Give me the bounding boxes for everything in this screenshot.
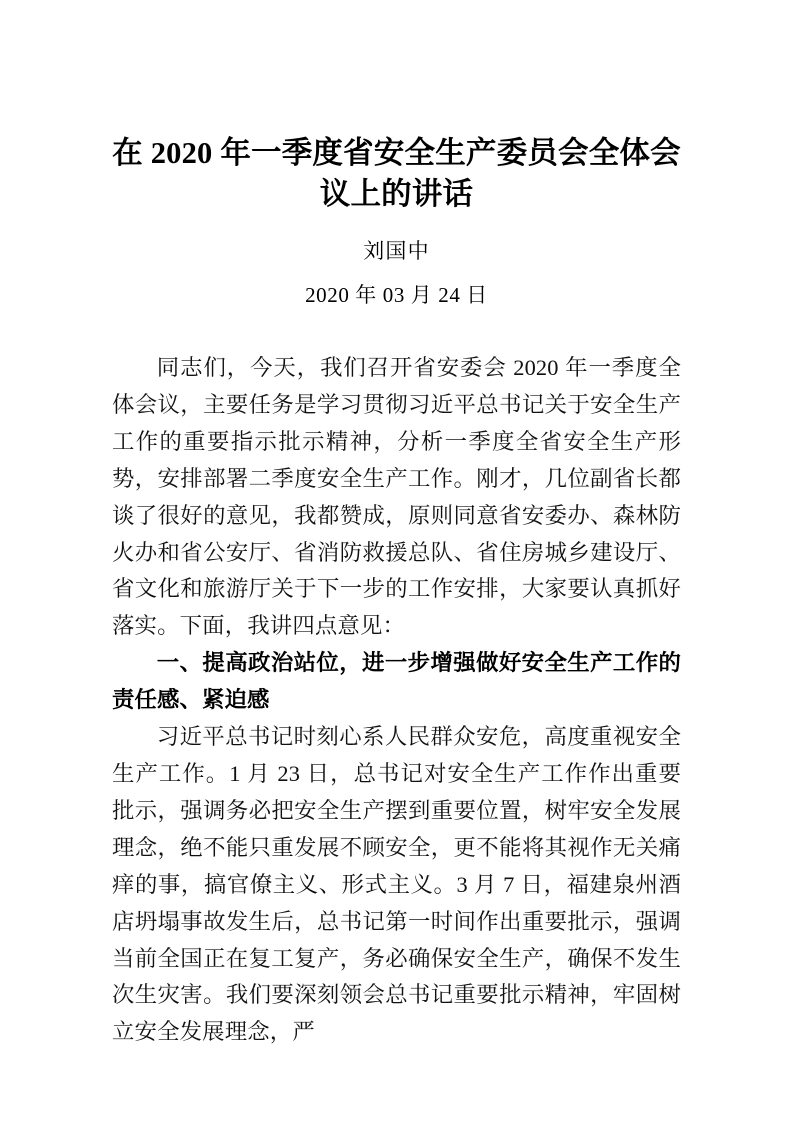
document-title: 在 2020 年一季度省安全生产委员会全体会议上的讲话 xyxy=(112,136,681,211)
document-author: 刘国中 xyxy=(363,239,430,263)
body-paragraph: 习近平总书记时刻心系人民群众安危，高度重视安全生产工作。1 月 23 日，总书记对安全生产工作作出重要批示，强调务必把安全生产摆到重要位置，树牢安全发展理念，绝不能只重发展不顾安全，更不能将其视作无关痛痒的事，搞官僚主义、形式主义。3 月 7 日，福建泉州酒店坍塌事故发生后，总书记第一时间作出重要批示，强调当前全国正在复工复产，务必确保安全生产，确保不发生次生灾害。我们要深刻领会总书记重要批示精神，牢固树立安全发展理念，严 xyxy=(112,724,681,1045)
body-paragraph: 同志们，今天，我们召开省安委会 2020 年一季度全体会议，主要任务是学习贯彻习近平总书记关于安全生产工作的重要指示批示精神，分析一季度全省安全生产形势，安排部署二季度安全生产工作。刚才，几位副省长都谈了很好的意见，我都赞成，原则同意省安委办、森林防火办和省公安厅、省消防救援总队、省住房城乡建设厅、省文化和旅游厅关于下一步的工作安排，大家要认真抓好落实。下面，我讲四点意见： xyxy=(112,355,681,639)
document-date: 2020 年 03 月 24 日 xyxy=(305,283,488,307)
section-heading-one: 一、提高政治站位，进一步增强做好安全生产工作的责任感、紧迫感 xyxy=(112,650,681,713)
page-content-column xyxy=(112,0,681,1045)
document-body xyxy=(112,310,681,1045)
